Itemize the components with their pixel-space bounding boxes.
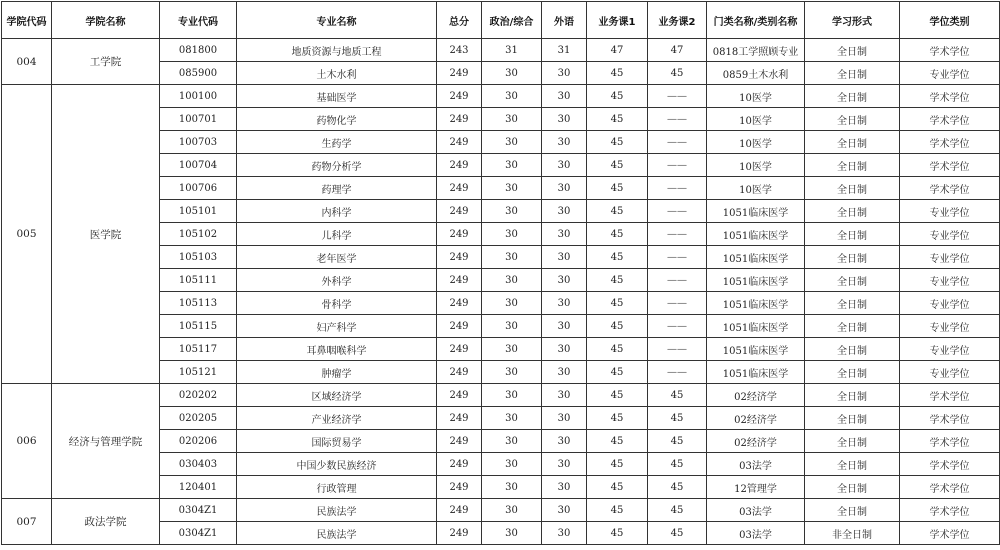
header-degree-type: 学位类别 <box>900 2 1000 39</box>
major-name-cell: 儿科学 <box>237 223 437 246</box>
header-major-name: 专业名称 <box>237 2 437 39</box>
degree-type-cell: 专业学位 <box>900 200 1000 223</box>
category-cell: 10医学 <box>707 85 805 108</box>
course2-score-cell: 45 <box>648 430 707 453</box>
course1-score-cell: 45 <box>587 430 648 453</box>
study-mode-cell: 全日制 <box>805 108 900 131</box>
total-score-cell: 243 <box>437 39 482 62</box>
header-college-name: 学院名称 <box>52 2 160 39</box>
category-cell: 1051临床医学 <box>707 269 805 292</box>
header-foreign-language-score: 外语 <box>542 2 587 39</box>
politics-score-cell: 30 <box>482 522 542 545</box>
politics-score-cell: 30 <box>482 430 542 453</box>
category-cell: 1051临床医学 <box>707 223 805 246</box>
category-cell: 0859土木水利 <box>707 62 805 85</box>
course1-score-cell: 45 <box>587 62 648 85</box>
major-name-cell: 行政管理 <box>237 476 437 499</box>
course1-score-cell: 45 <box>587 407 648 430</box>
degree-type-cell: 学术学位 <box>900 39 1000 62</box>
header-college-code: 学院代码 <box>2 2 52 39</box>
degree-type-cell: 专业学位 <box>900 62 1000 85</box>
course2-score-cell: —— <box>648 246 707 269</box>
course2-score-cell: —— <box>648 361 707 384</box>
course1-score-cell: 45 <box>587 292 648 315</box>
course1-score-cell: 45 <box>587 338 648 361</box>
major-code-cell: 105113 <box>160 292 237 315</box>
category-cell: 1051临床医学 <box>707 200 805 223</box>
foreign-language-score-cell: 30 <box>542 200 587 223</box>
foreign-language-score-cell: 30 <box>542 177 587 200</box>
category-cell: 10医学 <box>707 131 805 154</box>
category-cell: 1051临床医学 <box>707 338 805 361</box>
foreign-language-score-cell: 30 <box>542 223 587 246</box>
table-body <box>2 39 1000 545</box>
study-mode-cell: 全日制 <box>805 223 900 246</box>
total-score-cell: 249 <box>437 246 482 269</box>
study-mode-cell: 全日制 <box>805 292 900 315</box>
course2-score-cell: 45 <box>648 476 707 499</box>
course1-score-cell: 45 <box>587 361 648 384</box>
study-mode-cell: 全日制 <box>805 39 900 62</box>
college-name-cell: 政法学院 <box>52 499 160 545</box>
study-mode-cell: 全日制 <box>805 85 900 108</box>
table-header <box>2 2 1000 39</box>
politics-score-cell: 30 <box>482 269 542 292</box>
course2-score-cell: 45 <box>648 499 707 522</box>
politics-score-cell: 30 <box>482 246 542 269</box>
foreign-language-score-cell: 30 <box>542 430 587 453</box>
degree-type-cell: 学术学位 <box>900 522 1000 545</box>
major-code-cell: 020206 <box>160 430 237 453</box>
table-row <box>2 499 1000 522</box>
politics-score-cell: 30 <box>482 177 542 200</box>
foreign-language-score-cell: 31 <box>542 39 587 62</box>
foreign-language-score-cell: 30 <box>542 361 587 384</box>
major-name-cell: 生药学 <box>237 131 437 154</box>
study-mode-cell: 全日制 <box>805 407 900 430</box>
study-mode-cell: 全日制 <box>805 200 900 223</box>
politics-score-cell: 30 <box>482 292 542 315</box>
study-mode-cell: 全日制 <box>805 315 900 338</box>
total-score-cell: 249 <box>437 62 482 85</box>
course1-score-cell: 45 <box>587 200 648 223</box>
politics-score-cell: 30 <box>482 315 542 338</box>
course1-score-cell: 45 <box>587 522 648 545</box>
politics-score-cell: 30 <box>482 131 542 154</box>
course1-score-cell: 45 <box>587 85 648 108</box>
major-code-cell: 105102 <box>160 223 237 246</box>
degree-type-cell: 学术学位 <box>900 108 1000 131</box>
category-cell: 03法学 <box>707 453 805 476</box>
politics-score-cell: 30 <box>482 361 542 384</box>
table-row <box>2 384 1000 407</box>
foreign-language-score-cell: 30 <box>542 108 587 131</box>
degree-type-cell: 学术学位 <box>900 430 1000 453</box>
total-score-cell: 249 <box>437 476 482 499</box>
degree-type-cell: 学术学位 <box>900 85 1000 108</box>
course1-score-cell: 45 <box>587 154 648 177</box>
course2-score-cell: 45 <box>648 62 707 85</box>
degree-type-cell: 专业学位 <box>900 338 1000 361</box>
college-code-cell: 004 <box>2 39 52 85</box>
course2-score-cell: —— <box>648 315 707 338</box>
study-mode-cell: 全日制 <box>805 499 900 522</box>
major-code-cell: 100701 <box>160 108 237 131</box>
politics-score-cell: 30 <box>482 85 542 108</box>
foreign-language-score-cell: 30 <box>542 476 587 499</box>
major-code-cell: 105117 <box>160 338 237 361</box>
course2-score-cell: —— <box>648 177 707 200</box>
total-score-cell: 249 <box>437 384 482 407</box>
study-mode-cell: 全日制 <box>805 430 900 453</box>
course2-score-cell: —— <box>648 108 707 131</box>
major-name-cell: 国际贸易学 <box>237 430 437 453</box>
major-code-cell: 105115 <box>160 315 237 338</box>
major-code-cell: 100704 <box>160 154 237 177</box>
category-cell: 12管理学 <box>707 476 805 499</box>
major-code-cell: 0304Z1 <box>160 522 237 545</box>
total-score-cell: 249 <box>437 407 482 430</box>
header-course1-score: 业务课1 <box>587 2 648 39</box>
study-mode-cell: 全日制 <box>805 62 900 85</box>
course1-score-cell: 45 <box>587 315 648 338</box>
total-score-cell: 249 <box>437 131 482 154</box>
category-cell: 1051临床医学 <box>707 292 805 315</box>
course1-score-cell: 45 <box>587 476 648 499</box>
category-cell: 02经济学 <box>707 430 805 453</box>
major-code-cell: 105101 <box>160 200 237 223</box>
degree-type-cell: 学术学位 <box>900 476 1000 499</box>
major-name-cell: 肿瘤学 <box>237 361 437 384</box>
course1-score-cell: 45 <box>587 384 648 407</box>
study-mode-cell: 全日制 <box>805 269 900 292</box>
course2-score-cell: 45 <box>648 453 707 476</box>
major-code-cell: 105111 <box>160 269 237 292</box>
total-score-cell: 249 <box>437 108 482 131</box>
study-mode-cell: 全日制 <box>805 453 900 476</box>
total-score-cell: 249 <box>437 430 482 453</box>
category-cell: 10医学 <box>707 177 805 200</box>
foreign-language-score-cell: 30 <box>542 269 587 292</box>
degree-type-cell: 学术学位 <box>900 384 1000 407</box>
politics-score-cell: 30 <box>482 200 542 223</box>
degree-type-cell: 学术学位 <box>900 131 1000 154</box>
foreign-language-score-cell: 30 <box>542 522 587 545</box>
degree-type-cell: 学术学位 <box>900 154 1000 177</box>
politics-score-cell: 30 <box>482 407 542 430</box>
politics-score-cell: 30 <box>482 384 542 407</box>
category-cell: 1051临床医学 <box>707 361 805 384</box>
foreign-language-score-cell: 30 <box>542 315 587 338</box>
total-score-cell: 249 <box>437 200 482 223</box>
politics-score-cell: 31 <box>482 39 542 62</box>
degree-type-cell: 学术学位 <box>900 177 1000 200</box>
header-politics-score: 政治/综合 <box>482 2 542 39</box>
major-name-cell: 耳鼻咽喉科学 <box>237 338 437 361</box>
course1-score-cell: 45 <box>587 177 648 200</box>
major-code-cell: 020205 <box>160 407 237 430</box>
major-name-cell: 骨科学 <box>237 292 437 315</box>
total-score-cell: 249 <box>437 223 482 246</box>
degree-type-cell: 专业学位 <box>900 223 1000 246</box>
major-code-cell: 105121 <box>160 361 237 384</box>
course2-score-cell: —— <box>648 269 707 292</box>
degree-type-cell: 学术学位 <box>900 407 1000 430</box>
total-score-cell: 249 <box>437 154 482 177</box>
study-mode-cell: 全日制 <box>805 154 900 177</box>
category-cell: 1051临床医学 <box>707 246 805 269</box>
category-cell: 02经济学 <box>707 407 805 430</box>
course1-score-cell: 45 <box>587 131 648 154</box>
politics-score-cell: 30 <box>482 499 542 522</box>
category-cell: 0818工学照顾专业 <box>707 39 805 62</box>
major-code-cell: 120401 <box>160 476 237 499</box>
course1-score-cell: 45 <box>587 223 648 246</box>
major-name-cell: 民族法学 <box>237 499 437 522</box>
major-code-cell: 100703 <box>160 131 237 154</box>
major-name-cell: 产业经济学 <box>237 407 437 430</box>
category-cell: 10医学 <box>707 108 805 131</box>
course1-score-cell: 45 <box>587 108 648 131</box>
foreign-language-score-cell: 30 <box>542 154 587 177</box>
course1-score-cell: 47 <box>587 39 648 62</box>
college-code-cell: 006 <box>2 384 52 499</box>
course2-score-cell: —— <box>648 131 707 154</box>
foreign-language-score-cell: 30 <box>542 453 587 476</box>
degree-type-cell: 专业学位 <box>900 246 1000 269</box>
politics-score-cell: 30 <box>482 476 542 499</box>
major-name-cell: 民族法学 <box>237 522 437 545</box>
major-code-cell: 100100 <box>160 85 237 108</box>
total-score-cell: 249 <box>437 361 482 384</box>
foreign-language-score-cell: 30 <box>542 292 587 315</box>
politics-score-cell: 30 <box>482 223 542 246</box>
major-name-cell: 地质资源与地质工程 <box>237 39 437 62</box>
course1-score-cell: 45 <box>587 269 648 292</box>
college-name-cell: 工学院 <box>52 39 160 85</box>
total-score-cell: 249 <box>437 315 482 338</box>
course2-score-cell: —— <box>648 85 707 108</box>
major-name-cell: 外科学 <box>237 269 437 292</box>
course2-score-cell: —— <box>648 200 707 223</box>
foreign-language-score-cell: 30 <box>542 499 587 522</box>
category-cell: 03法学 <box>707 522 805 545</box>
study-mode-cell: 全日制 <box>805 476 900 499</box>
study-mode-cell: 非全日制 <box>805 522 900 545</box>
course2-score-cell: —— <box>648 154 707 177</box>
total-score-cell: 249 <box>437 453 482 476</box>
degree-type-cell: 专业学位 <box>900 292 1000 315</box>
study-mode-cell: 全日制 <box>805 338 900 361</box>
college-code-cell: 007 <box>2 499 52 545</box>
foreign-language-score-cell: 30 <box>542 62 587 85</box>
major-name-cell: 妇产科学 <box>237 315 437 338</box>
total-score-cell: 249 <box>437 338 482 361</box>
header-course2-score: 业务课2 <box>648 2 707 39</box>
admission-score-table <box>1 1 1000 545</box>
degree-type-cell: 专业学位 <box>900 269 1000 292</box>
course2-score-cell: —— <box>648 338 707 361</box>
course2-score-cell: 45 <box>648 384 707 407</box>
major-name-cell: 老年医学 <box>237 246 437 269</box>
course2-score-cell: 45 <box>648 522 707 545</box>
table-row <box>2 39 1000 62</box>
politics-score-cell: 30 <box>482 108 542 131</box>
degree-type-cell: 专业学位 <box>900 315 1000 338</box>
major-code-cell: 020202 <box>160 384 237 407</box>
header-category-name: 门类名称/类别名称 <box>707 2 805 39</box>
major-name-cell: 药物分析学 <box>237 154 437 177</box>
category-cell: 03法学 <box>707 499 805 522</box>
category-cell: 1051临床医学 <box>707 315 805 338</box>
header-study-mode: 学习形式 <box>805 2 900 39</box>
total-score-cell: 249 <box>437 85 482 108</box>
category-cell: 10医学 <box>707 154 805 177</box>
course2-score-cell: —— <box>648 223 707 246</box>
politics-score-cell: 30 <box>482 62 542 85</box>
total-score-cell: 249 <box>437 292 482 315</box>
major-code-cell: 085900 <box>160 62 237 85</box>
study-mode-cell: 全日制 <box>805 361 900 384</box>
politics-score-cell: 30 <box>482 453 542 476</box>
college-name-cell: 医学院 <box>52 85 160 384</box>
study-mode-cell: 全日制 <box>805 131 900 154</box>
course2-score-cell: —— <box>648 292 707 315</box>
study-mode-cell: 全日制 <box>805 246 900 269</box>
course2-score-cell: 47 <box>648 39 707 62</box>
foreign-language-score-cell: 30 <box>542 85 587 108</box>
foreign-language-score-cell: 30 <box>542 338 587 361</box>
college-code-cell: 005 <box>2 85 52 384</box>
total-score-cell: 249 <box>437 499 482 522</box>
major-name-cell: 区域经济学 <box>237 384 437 407</box>
foreign-language-score-cell: 30 <box>542 246 587 269</box>
header-row <box>2 2 1000 39</box>
degree-type-cell: 学术学位 <box>900 499 1000 522</box>
table-row <box>2 85 1000 108</box>
major-code-cell: 100706 <box>160 177 237 200</box>
study-mode-cell: 全日制 <box>805 177 900 200</box>
major-name-cell: 药理学 <box>237 177 437 200</box>
total-score-cell: 249 <box>437 177 482 200</box>
course2-score-cell: 45 <box>648 407 707 430</box>
major-code-cell: 105103 <box>160 246 237 269</box>
header-major-code: 专业代码 <box>160 2 237 39</box>
major-name-cell: 基础医学 <box>237 85 437 108</box>
foreign-language-score-cell: 30 <box>542 407 587 430</box>
major-name-cell: 中国少数民族经济 <box>237 453 437 476</box>
major-name-cell: 土木水利 <box>237 62 437 85</box>
course1-score-cell: 45 <box>587 453 648 476</box>
study-mode-cell: 全日制 <box>805 384 900 407</box>
course1-score-cell: 45 <box>587 499 648 522</box>
major-code-cell: 030403 <box>160 453 237 476</box>
politics-score-cell: 30 <box>482 154 542 177</box>
degree-type-cell: 专业学位 <box>900 361 1000 384</box>
category-cell: 02经济学 <box>707 384 805 407</box>
total-score-cell: 249 <box>437 269 482 292</box>
header-total-score: 总分 <box>437 2 482 39</box>
major-name-cell: 内科学 <box>237 200 437 223</box>
degree-type-cell: 学术学位 <box>900 453 1000 476</box>
major-name-cell: 药物化学 <box>237 108 437 131</box>
course1-score-cell: 45 <box>587 246 648 269</box>
foreign-language-score-cell: 30 <box>542 384 587 407</box>
major-code-cell: 0304Z1 <box>160 499 237 522</box>
major-code-cell: 081800 <box>160 39 237 62</box>
college-name-cell: 经济与管理学院 <box>52 384 160 499</box>
total-score-cell: 249 <box>437 522 482 545</box>
politics-score-cell: 30 <box>482 338 542 361</box>
foreign-language-score-cell: 30 <box>542 131 587 154</box>
